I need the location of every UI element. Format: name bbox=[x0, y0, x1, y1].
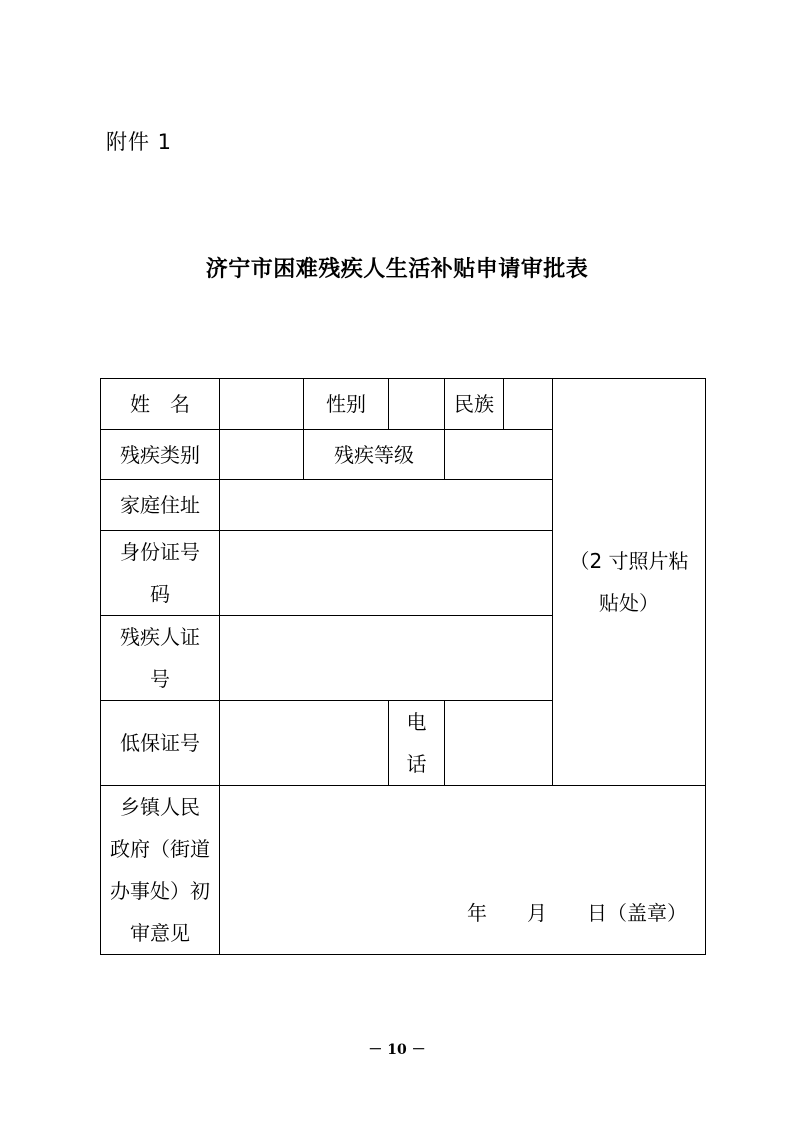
disability-type-value-cell[interactable] bbox=[220, 430, 304, 480]
opinion-label-line2: 政府（街道 bbox=[110, 837, 210, 861]
gender-value-cell[interactable] bbox=[389, 379, 445, 430]
id-number-value-cell[interactable] bbox=[220, 531, 553, 616]
address-label: 家庭住址 bbox=[101, 480, 220, 531]
township-opinion-label bbox=[101, 786, 220, 955]
ethnicity-value-cell[interactable] bbox=[504, 379, 553, 430]
name-value-cell[interactable] bbox=[220, 379, 304, 430]
photo-label-line2: 贴处） bbox=[599, 591, 659, 615]
id-number-label-line1: 身份证号 bbox=[120, 540, 200, 564]
opinion-label-line1: 乡镇人民 bbox=[120, 795, 200, 819]
disability-cert-label-line2: 号 bbox=[150, 667, 170, 691]
dibao-value-cell[interactable] bbox=[220, 701, 389, 786]
application-form-table bbox=[100, 378, 706, 955]
township-opinion-cell[interactable] bbox=[220, 786, 706, 955]
ethnicity-label: 民族 bbox=[445, 379, 504, 430]
phone-label-line2: 话 bbox=[406, 752, 427, 776]
phone-label-line1: 电 bbox=[406, 710, 427, 734]
disability-cert-value-cell[interactable] bbox=[220, 616, 553, 701]
opinion-label-line4: 审意见 bbox=[130, 921, 190, 945]
photo-label-line1: （2 寸照片粘 bbox=[569, 549, 689, 573]
id-number-label-line2: 码 bbox=[150, 582, 170, 606]
photo-placeholder bbox=[553, 379, 706, 786]
dibao-label: 低保证号 bbox=[101, 701, 220, 786]
form-title: 济宁市困难残疾人生活补贴申请审批表 bbox=[205, 257, 589, 282]
date-stamp-line: 年 月 日（盖章） bbox=[467, 901, 687, 925]
gender-label: 性别 bbox=[304, 379, 389, 430]
name-label: 姓 名 bbox=[101, 379, 220, 430]
disability-cert-label-line1: 残疾人证 bbox=[120, 625, 200, 649]
attachment-label: 附件 1 bbox=[106, 130, 173, 154]
disability-cert-label bbox=[101, 616, 220, 701]
id-number-label bbox=[101, 531, 220, 616]
disability-level-label: 残疾等级 bbox=[304, 430, 445, 480]
phone-value-cell[interactable] bbox=[445, 701, 553, 786]
address-value-cell[interactable] bbox=[220, 480, 553, 531]
page-number: － 10 － bbox=[368, 1042, 426, 1058]
opinion-label-line3: 办事处）初 bbox=[110, 879, 210, 903]
disability-type-label: 残疾类别 bbox=[101, 430, 220, 480]
disability-level-value-cell[interactable] bbox=[445, 430, 553, 480]
phone-label bbox=[389, 701, 445, 786]
